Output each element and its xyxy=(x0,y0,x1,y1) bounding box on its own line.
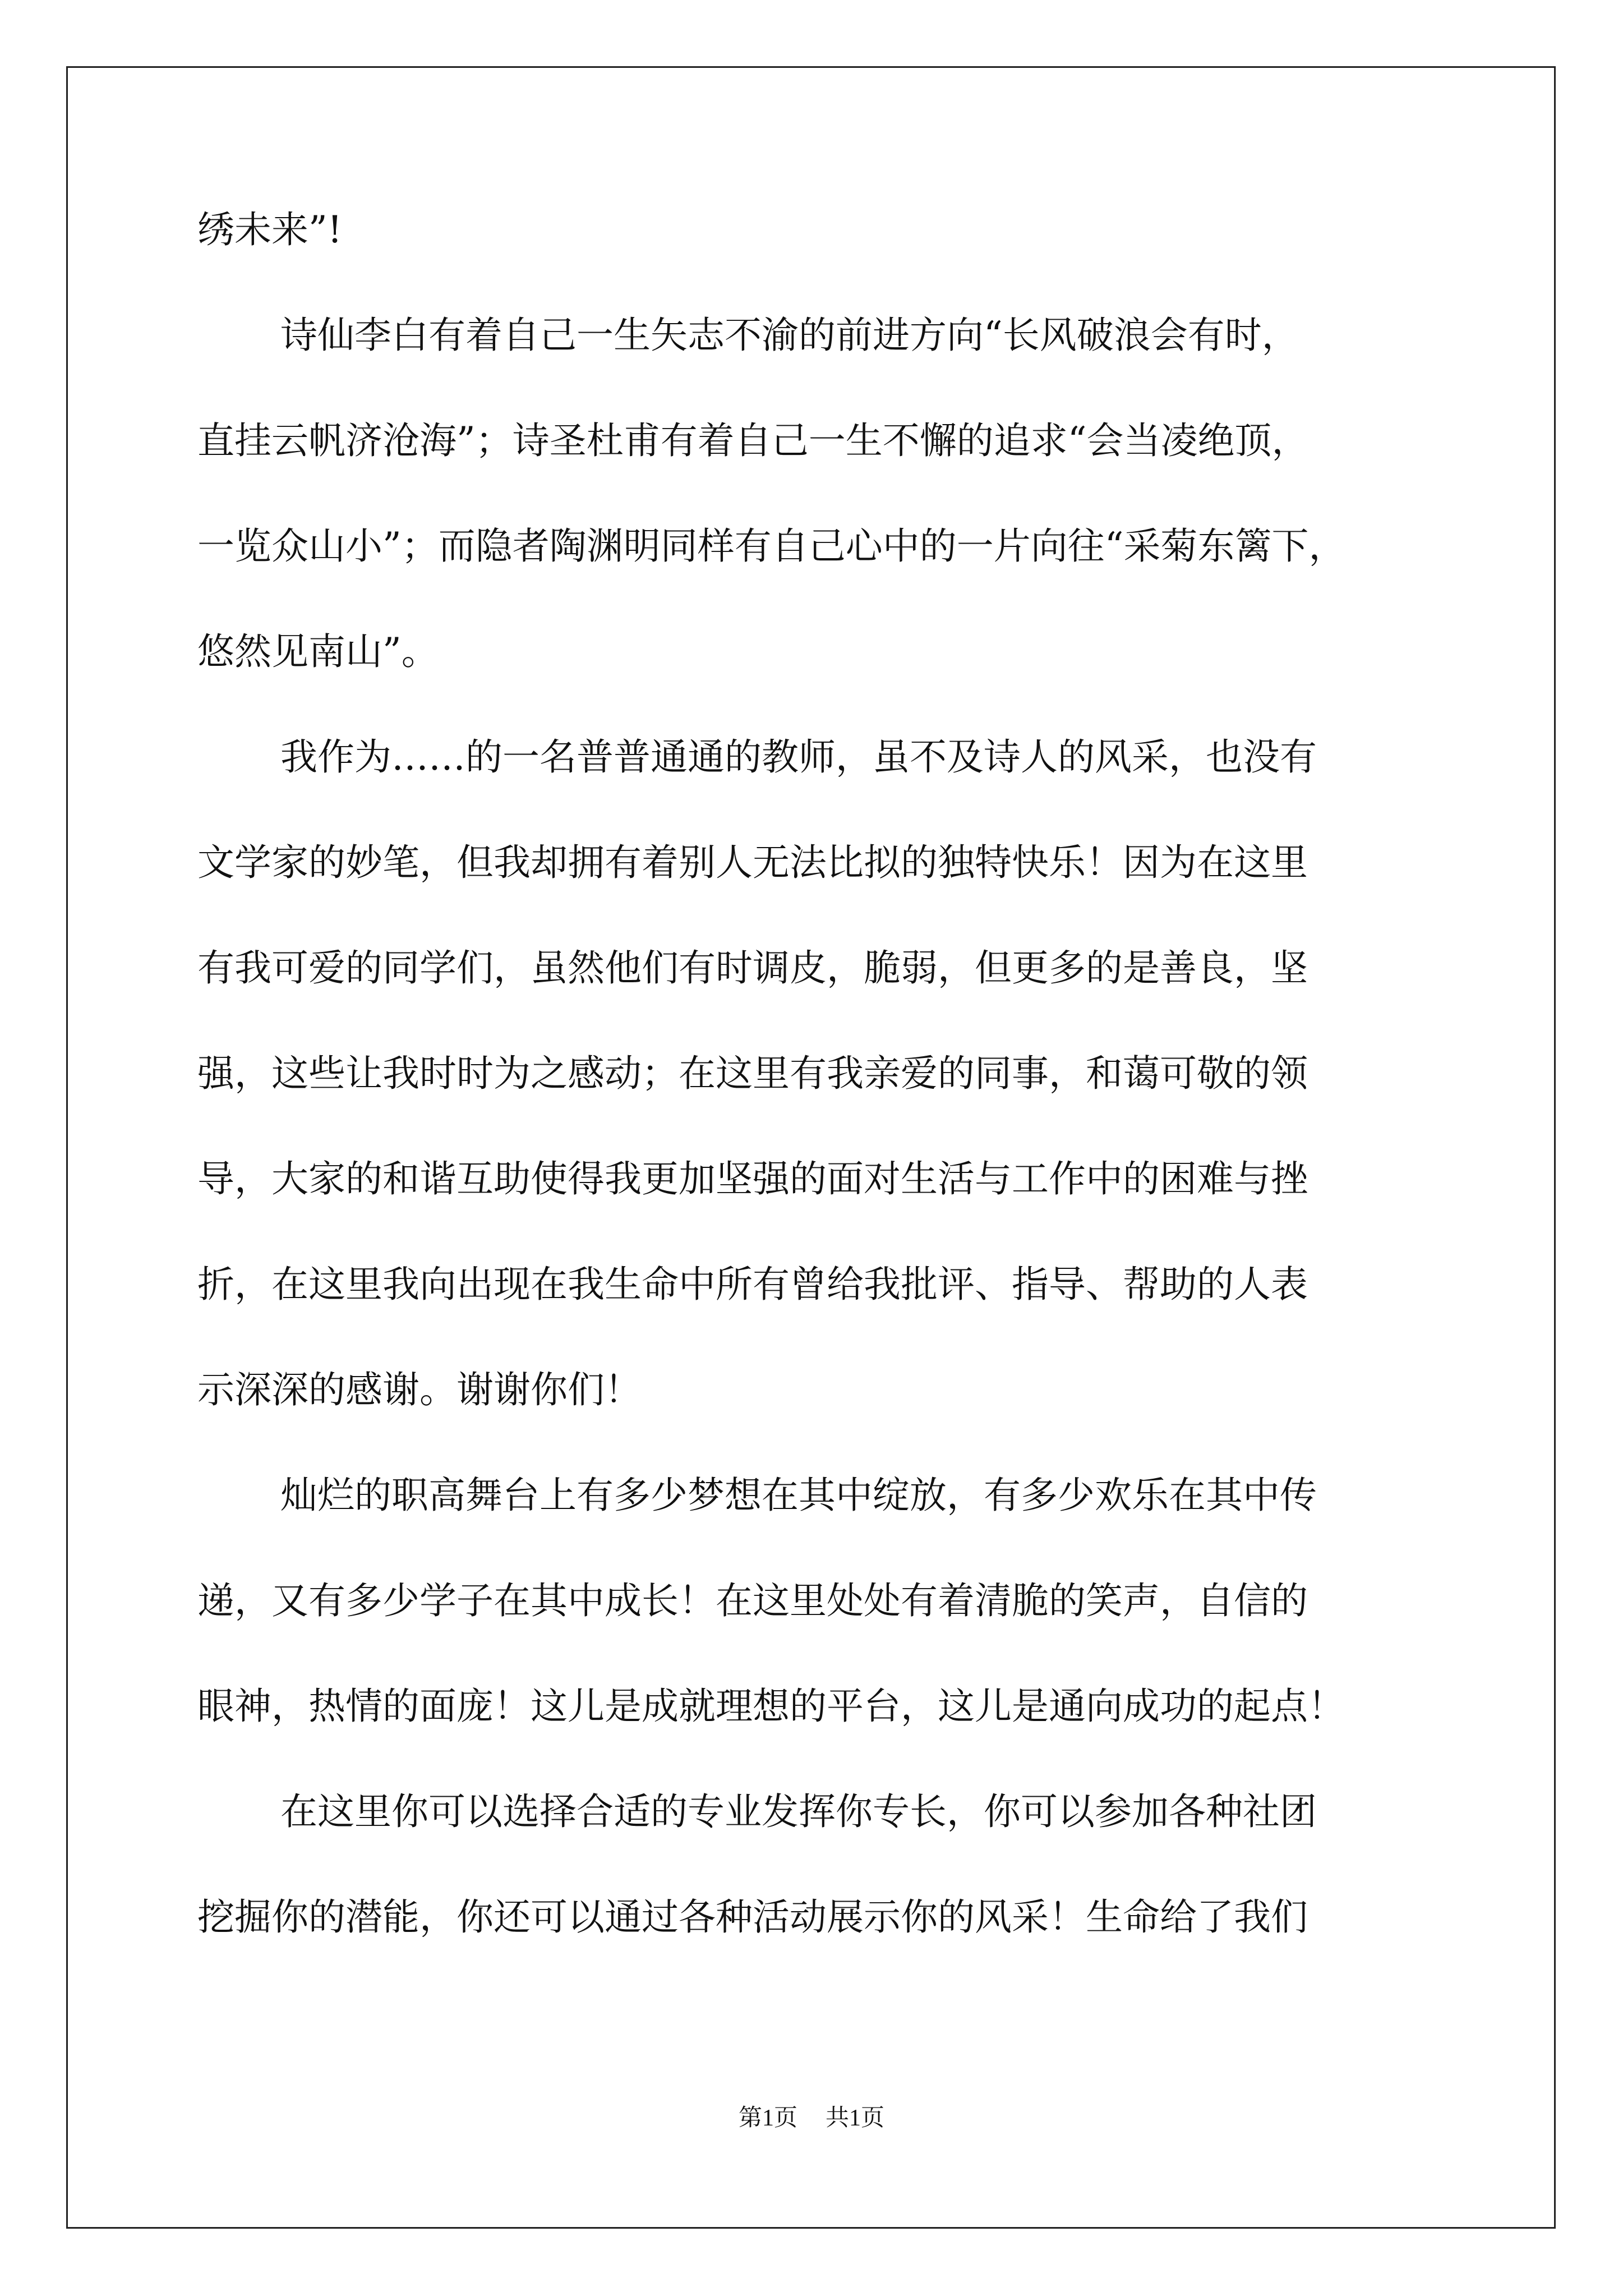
text-line: 有我可爱的同学们，虽然他们有时调皮，脆弱，但更多的是善良，坚 xyxy=(197,946,1308,990)
text-line: 直挂云帆济沧海”；诗圣杜甫有着自己一生不懈的追求“会当凌绝顶， xyxy=(197,419,1309,462)
page-footer xyxy=(0,2102,1623,2134)
text-line: 悠然见南山”。 xyxy=(197,630,439,673)
text-line: 在这里你可以选择合适的专业发挥你专长，你可以参加各种社团 xyxy=(280,1790,1317,1833)
page-number: 第1页 xyxy=(738,2105,797,2131)
text-line: 挖掘你的潜能，你还可以通过各种活动展示你的风采！生命给了我们 xyxy=(197,1895,1308,1939)
page-total: 共1页 xyxy=(826,2105,885,2131)
text-line: 灿烂的职高舞台上有多少梦想在其中绽放，有多少欢乐在其中传 xyxy=(280,1474,1317,1517)
text-line: 文学家的妙笔，但我却拥有着别人无法比拟的独特快乐！因为在这里 xyxy=(197,841,1308,884)
text-line: 诗仙李白有着自己一生矢志不渝的前进方向“长风破浪会有时， xyxy=(280,314,1299,357)
text-line: 示深深的感谢。谢谢你们！ xyxy=(197,1368,642,1411)
text-line: 强，这些让我时时为之感动；在这里有我亲爱的同事，和蔼可敬的领 xyxy=(197,1052,1308,1095)
text-line: 我作为……的一名普普通通的教师，虽不及诗人的风采，也没有 xyxy=(280,735,1317,779)
text-line: 眼神，热情的面庞！这儿是成就理想的平台，这儿是通向成功的起点！ xyxy=(197,1685,1345,1728)
text-line: 递，又有多少学子在其中成长！在这里处处有着清脆的笑声，自信的 xyxy=(197,1579,1308,1622)
text-line: 一览众山小”；而隐者陶渊明同样有自己心中的一片向往“采菊东篱下， xyxy=(197,524,1346,568)
text-line: 折，在这里我向出现在我生命中所有曾给我批评、指导、帮助的人表 xyxy=(197,1263,1308,1306)
text-line: 绣未来”! xyxy=(197,208,343,251)
text-line: 导，大家的和谐互助使得我更加坚强的面对生活与工作中的困难与挫 xyxy=(197,1157,1308,1200)
